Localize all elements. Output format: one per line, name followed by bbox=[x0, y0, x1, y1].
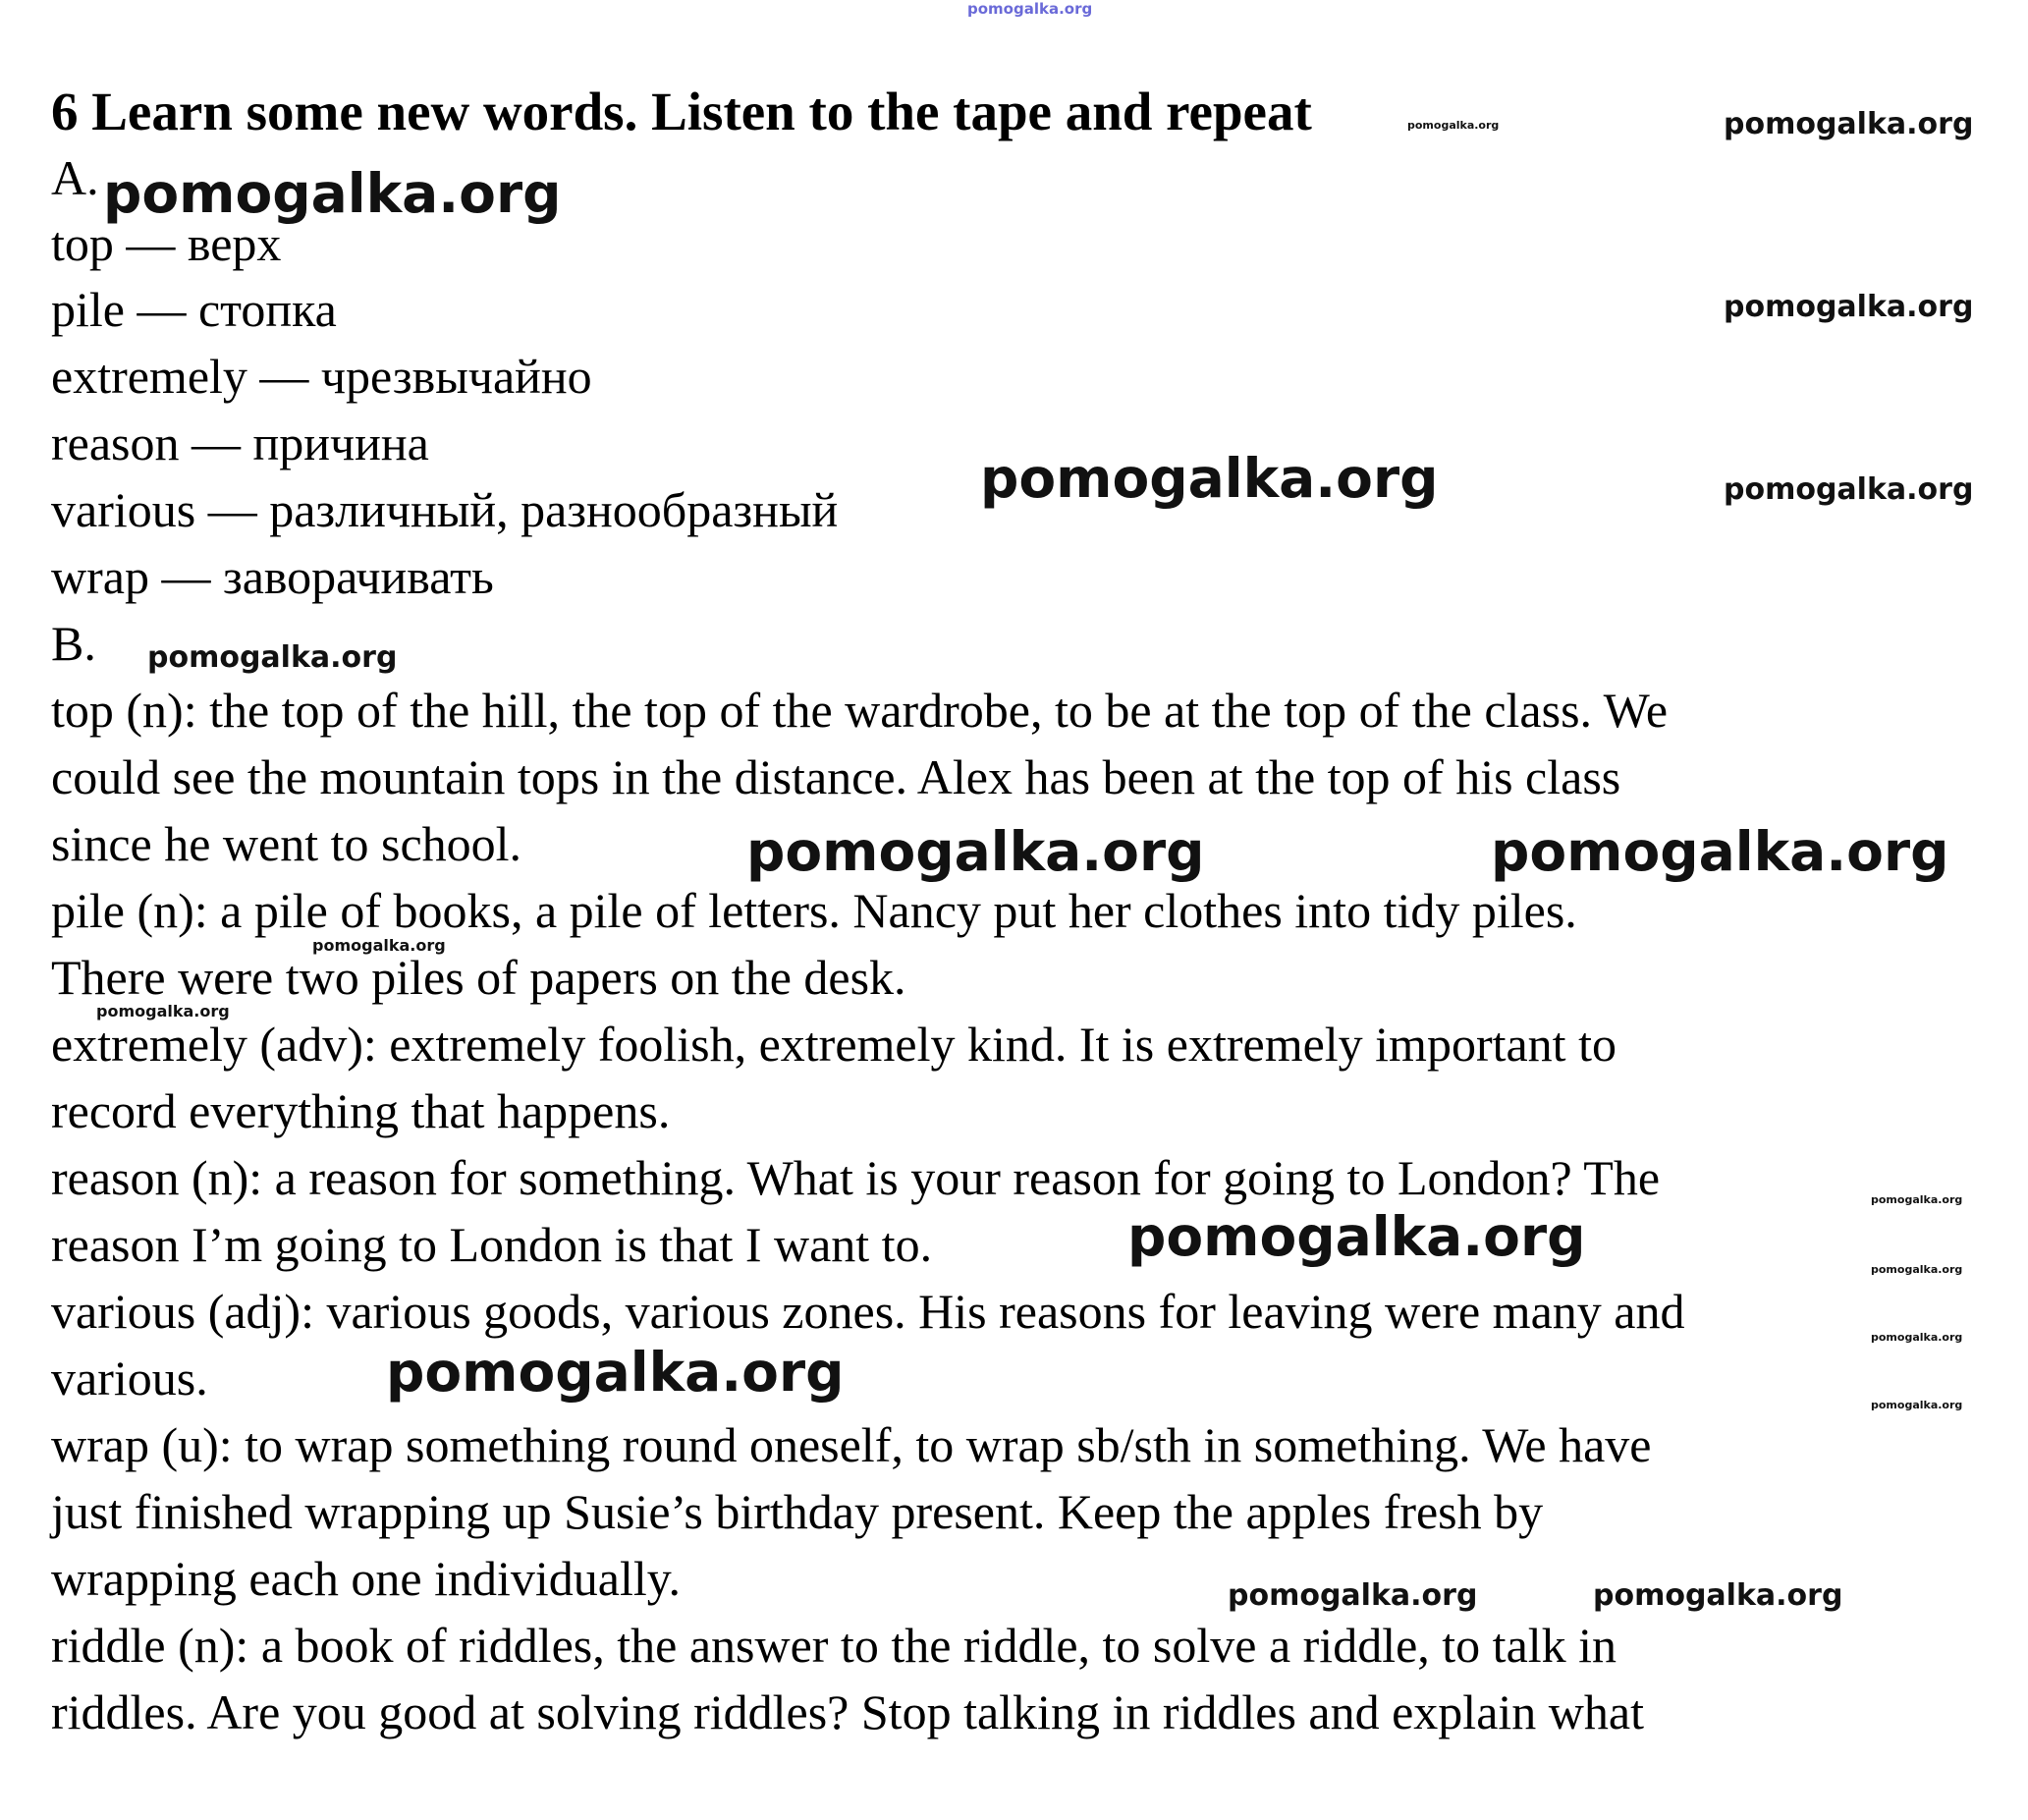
watermark: pomogalka.org bbox=[1871, 1263, 1963, 1276]
example-line: reason (n): a reason for something. What is your reason for going to London? The bbox=[51, 1150, 1661, 1205]
watermark: pomogalka.org bbox=[1724, 107, 1974, 141]
section-a-label: A. bbox=[51, 150, 99, 205]
example-line: just finished wrapping up Susie’s birthday present. Keep the apples fresh by bbox=[51, 1484, 1544, 1539]
example-line: wrap (u): to wrap something round oneself, to wrap sb/sth in something. We have bbox=[51, 1417, 1652, 1472]
example-line: extremely (adv): extremely foolish, extremely kind. It is extremely important to bbox=[51, 1017, 1617, 1072]
header-watermark-link[interactable]: pomogalka.org bbox=[967, 0, 1093, 18]
vocab-item: pile — стопка bbox=[51, 282, 337, 337]
vocab-item: wrap — заворачивать bbox=[51, 549, 494, 604]
watermark: pomogalka.org bbox=[1491, 820, 1949, 883]
vocab-item: extremely — чрезвычайно bbox=[51, 349, 592, 404]
watermark: pomogalka.org bbox=[1724, 290, 1974, 324]
watermark: pomogalka.org bbox=[1871, 1193, 1963, 1206]
section-b-label: B. bbox=[51, 616, 96, 671]
example-line: riddles. Are you good at solving riddles? Stop talking in riddles and explain what bbox=[51, 1684, 1644, 1739]
watermark: pomogalka.org bbox=[1871, 1399, 1963, 1411]
example-line: various. bbox=[51, 1351, 208, 1406]
example-line: top (n): the top of the hill, the top of the wardrobe, to be at the top of the class. We bbox=[51, 683, 1669, 738]
watermark: pomogalka.org bbox=[1593, 1578, 1843, 1613]
example-line: wrapping each one individually. bbox=[51, 1551, 682, 1606]
example-line: since he went to school. bbox=[51, 816, 522, 871]
watermark: pomogalka.org bbox=[746, 820, 1205, 883]
watermark: pomogalka.org bbox=[312, 936, 446, 955]
watermark: pomogalka.org bbox=[147, 640, 398, 675]
example-line: reason I’m going to London is that I want to. bbox=[51, 1217, 933, 1272]
example-line: could see the mountain tops in the distance. Alex has been at the top of his class bbox=[51, 749, 1621, 804]
watermark: pomogalka.org bbox=[980, 447, 1439, 510]
watermark: pomogalka.org bbox=[1871, 1331, 1963, 1344]
watermark: pomogalka.org bbox=[1127, 1205, 1586, 1268]
watermark: pomogalka.org bbox=[103, 162, 562, 225]
example-line: various (adj): various goods, various zones. His reasons for leaving were many and bbox=[51, 1284, 1685, 1339]
example-line: record everything that happens. bbox=[51, 1083, 671, 1138]
example-line: There were two piles of papers on the desk. bbox=[51, 950, 906, 1005]
exercise-heading: 6 Learn some new words. Listen to the tape and repeat bbox=[51, 82, 1312, 141]
example-line: pile (n): a pile of books, a pile of letters. Nancy put her clothes into tidy piles. bbox=[51, 883, 1577, 938]
watermark: pomogalka.org bbox=[386, 1341, 845, 1404]
watermark: pomogalka.org bbox=[1407, 119, 1500, 132]
watermark: pomogalka.org bbox=[1724, 472, 1974, 507]
watermark: pomogalka.org bbox=[1228, 1578, 1478, 1613]
vocab-item: reason — причина bbox=[51, 415, 429, 470]
vocab-item: top — верх bbox=[51, 216, 282, 271]
vocab-item: various — различный, разнообразный bbox=[51, 482, 839, 537]
example-line: riddle (n): a book of riddles, the answer to the riddle, to solve a riddle, to talk in bbox=[51, 1618, 1617, 1673]
watermark: pomogalka.org bbox=[96, 1002, 230, 1020]
